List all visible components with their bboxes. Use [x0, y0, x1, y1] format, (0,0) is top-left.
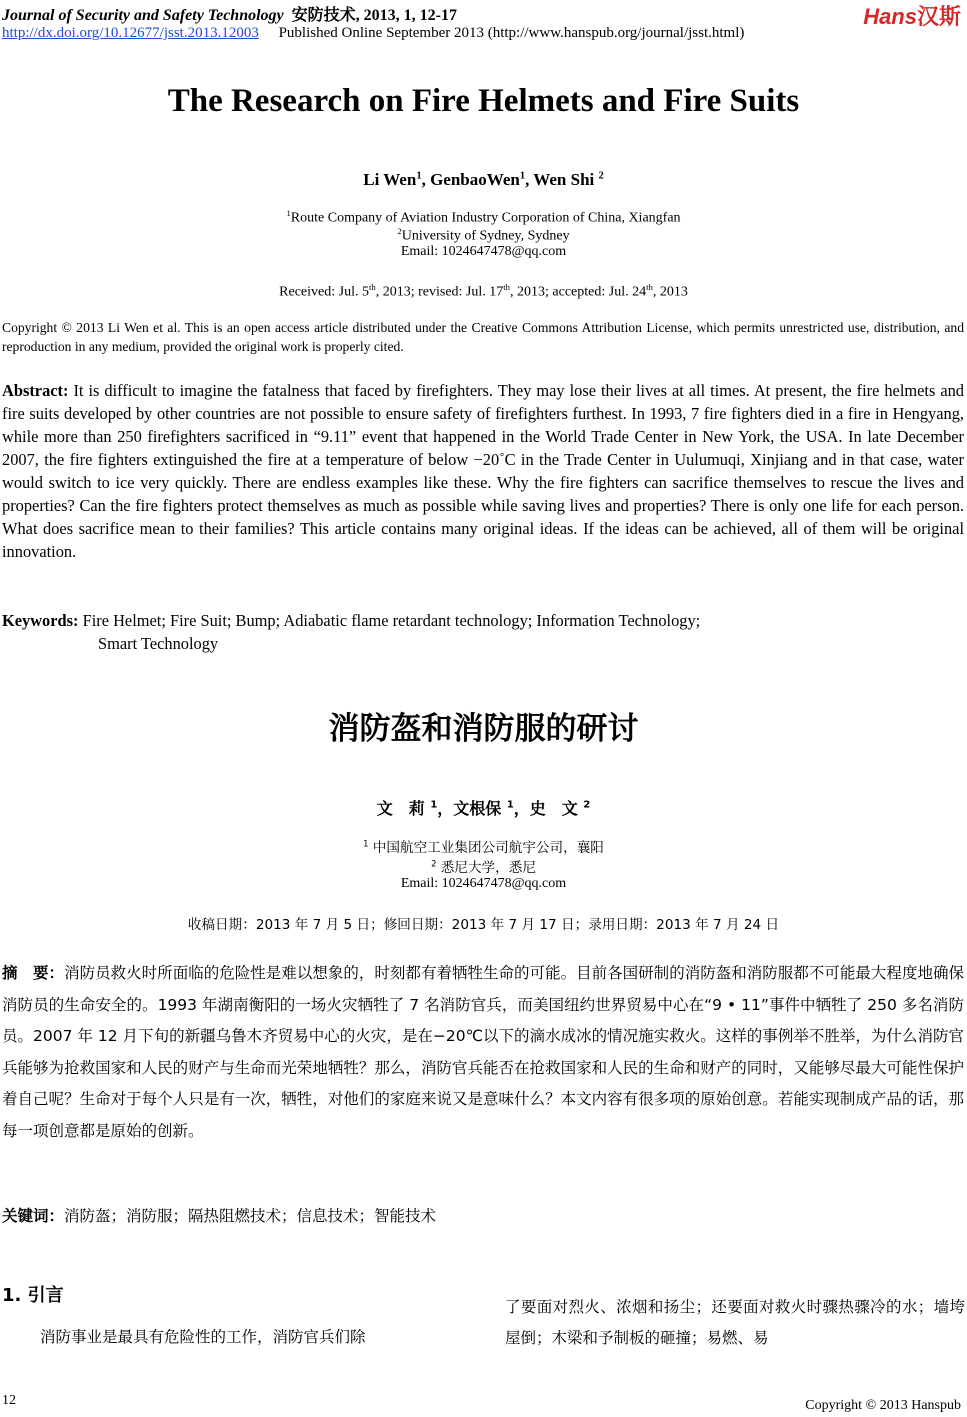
body-left-column: 消防事业是最具有危险性的工作，消防官兵们除: [40, 1328, 366, 1346]
abstract: [2, 379, 964, 563]
body-right-column: 了要面对烈火、浓烟和扬尘；还要面对救火时骤热骤冷的水；墙垮屋倒；木梁和予制板的砸撞；易燃、易: [505, 1298, 965, 1347]
email-cn: Email: 1024647478@qq.com: [400, 876, 567, 891]
hanspub-logo: Hans汉斯: [863, 4, 961, 29]
author-list: Li Wen$^1$, GenbaoWen$^1$, Wen Shi $^2$: [363, 170, 604, 189]
paper-title: The Research on Fire Helmets and Fire Suits: [167, 83, 800, 119]
section-heading-introduction: 1. 引言: [2, 1285, 64, 1306]
keywords-cn: [2, 1204, 436, 1226]
keywords-label: Keywords:: [2, 611, 79, 630]
article-dates-cn: 收稿日期：2013 年 7 月 5 日；修回日期：2013 年 7 月 17 日；录用日期：2013 年 7 月 24 日: [187, 917, 780, 933]
article-dates: Received: Jul. 5th, 2013; revised: Jul. 17th, 2013; accepted: Jul. 24th, 2013: [279, 282, 688, 300]
affiliation-2: $^2$University of Sydney, Sydney: [397, 226, 570, 244]
affiliation-1: $^1$Route Company of Aviation Industry Corporation of China, Xiangfan: [286, 208, 681, 226]
paper-title-cn: 消防盔和消防服的研讨: [328, 711, 639, 747]
abstract-text-cn: 消防员救火时所面临的危险性是难以想象的，时刻都有着牺牲生命的可能。目前各国研制的消防盔和消防服都不可能最大程度地确保消防员的生命安全的。1993 年湖南衡阳的一场火灾牺牲了 7 名消防官兵，而美国纽约世界贸易中心在“9 • 11”事件中牺牲了 250 多名消防员。2007 年 12 月下旬的新疆乌鲁木齐贸易中心的火灾，是在−20℃以下的滴水成冰的情况施实救火。这样的事例举不胜举，为什么消防官兵能够为抢救国家和人民的财产与生命而光荣地牺牲？那么，消防官兵能否在抢救国家和人民的生命和财产的同时，又能够尽最大可能性保护着自己呢？生命对于每个人只是有一次，牺牲，对他们的家庭来说又是意味什么？本文内容有很多项的原始创意。若能实现制成产品的话，那每一项创意都是原始的创新。: [2, 964, 964, 1140]
abstract-text: It is difficult to imagine the fatalness that faced by firefighters. They may lose their lives at all times. At present, the fire helmets and fire suits developed by other countries are not possible to ensure safety of firefighters furthest. In 1993, 7 fire fighters died in a fire in Hengyang, while more than 250 firefighters sacrificed in “9.11” event that happened in the World Trade Center in New York, the USA. In late December 2007, the fire fighters extinguished the fire at a temperature of below −20˚C in the Trade Center in Uulumuqi, Xinjiang and in that case, water would switch to ice very quickly. There are endless examples like these. Why the fire fighters can sacrifice themselves to rescue the lives and properties? Can the fire fighters protect themselves as much as possible while saving lives and properties? There is only one life for each person. What does sacrifice mean to their families? This article contains many original ideas. If the ideas can be achieved, all of them will be original innovation.: [2, 381, 964, 561]
footer-copyright: Copyright © 2013 Hanspub: [805, 1398, 961, 1413]
abstract-cn: [2, 958, 964, 1147]
doi-link[interactable]: http://dx.doi.org/10.12677/jsst.2013.12003: [2, 25, 259, 41]
affiliation-cn-2: $^2$ 悉尼大学，悉尼: [431, 858, 536, 876]
keywords-text-cont: Smart Technology: [98, 634, 219, 653]
journal-name-cn: 安防技术, 2013, 1, 12-17: [291, 7, 457, 24]
journal-header: [2, 2, 457, 25]
page-number: 12: [2, 1393, 16, 1408]
keywords-text-cn: 消防盔；消防服；隔热阻燃技术；信息技术；智能技术: [64, 1207, 437, 1225]
keywords-label-cn: 关键词：: [2, 1207, 65, 1225]
copyright-notice: Copyright © 2013 Li Wen et al. This is an open access article distributed under the Creative Commons Attribution License, which permits unrestricted use, distribution, and reproduction in any medium, provided the original work is properly cited.: [2, 320, 964, 354]
author-list-cn: 文 莉 $^1$，文根保 $^1$，史 文 $^2$: [376, 799, 591, 818]
journal-name: Journal of Security and Safety Technology: [2, 7, 284, 24]
keywords: [2, 609, 964, 655]
keywords-text: Fire Helmet; Fire Suit; Bump; Adiabatic flame retardant technology; Information Technology;: [82, 611, 701, 630]
affiliation-cn-1: $^1$ 中国航空工业集团公司航宇公司，襄阳: [363, 838, 604, 856]
published-online: Published Online September 2013 (http://www.hanspub.org/journal/jsst.html): [278, 25, 745, 41]
abstract-label: Abstract:: [2, 381, 69, 400]
doi-line: [2, 25, 744, 42]
abstract-label-cn: 摘 要：: [2, 964, 65, 982]
email: Email: 1024647478@qq.com: [400, 244, 567, 259]
